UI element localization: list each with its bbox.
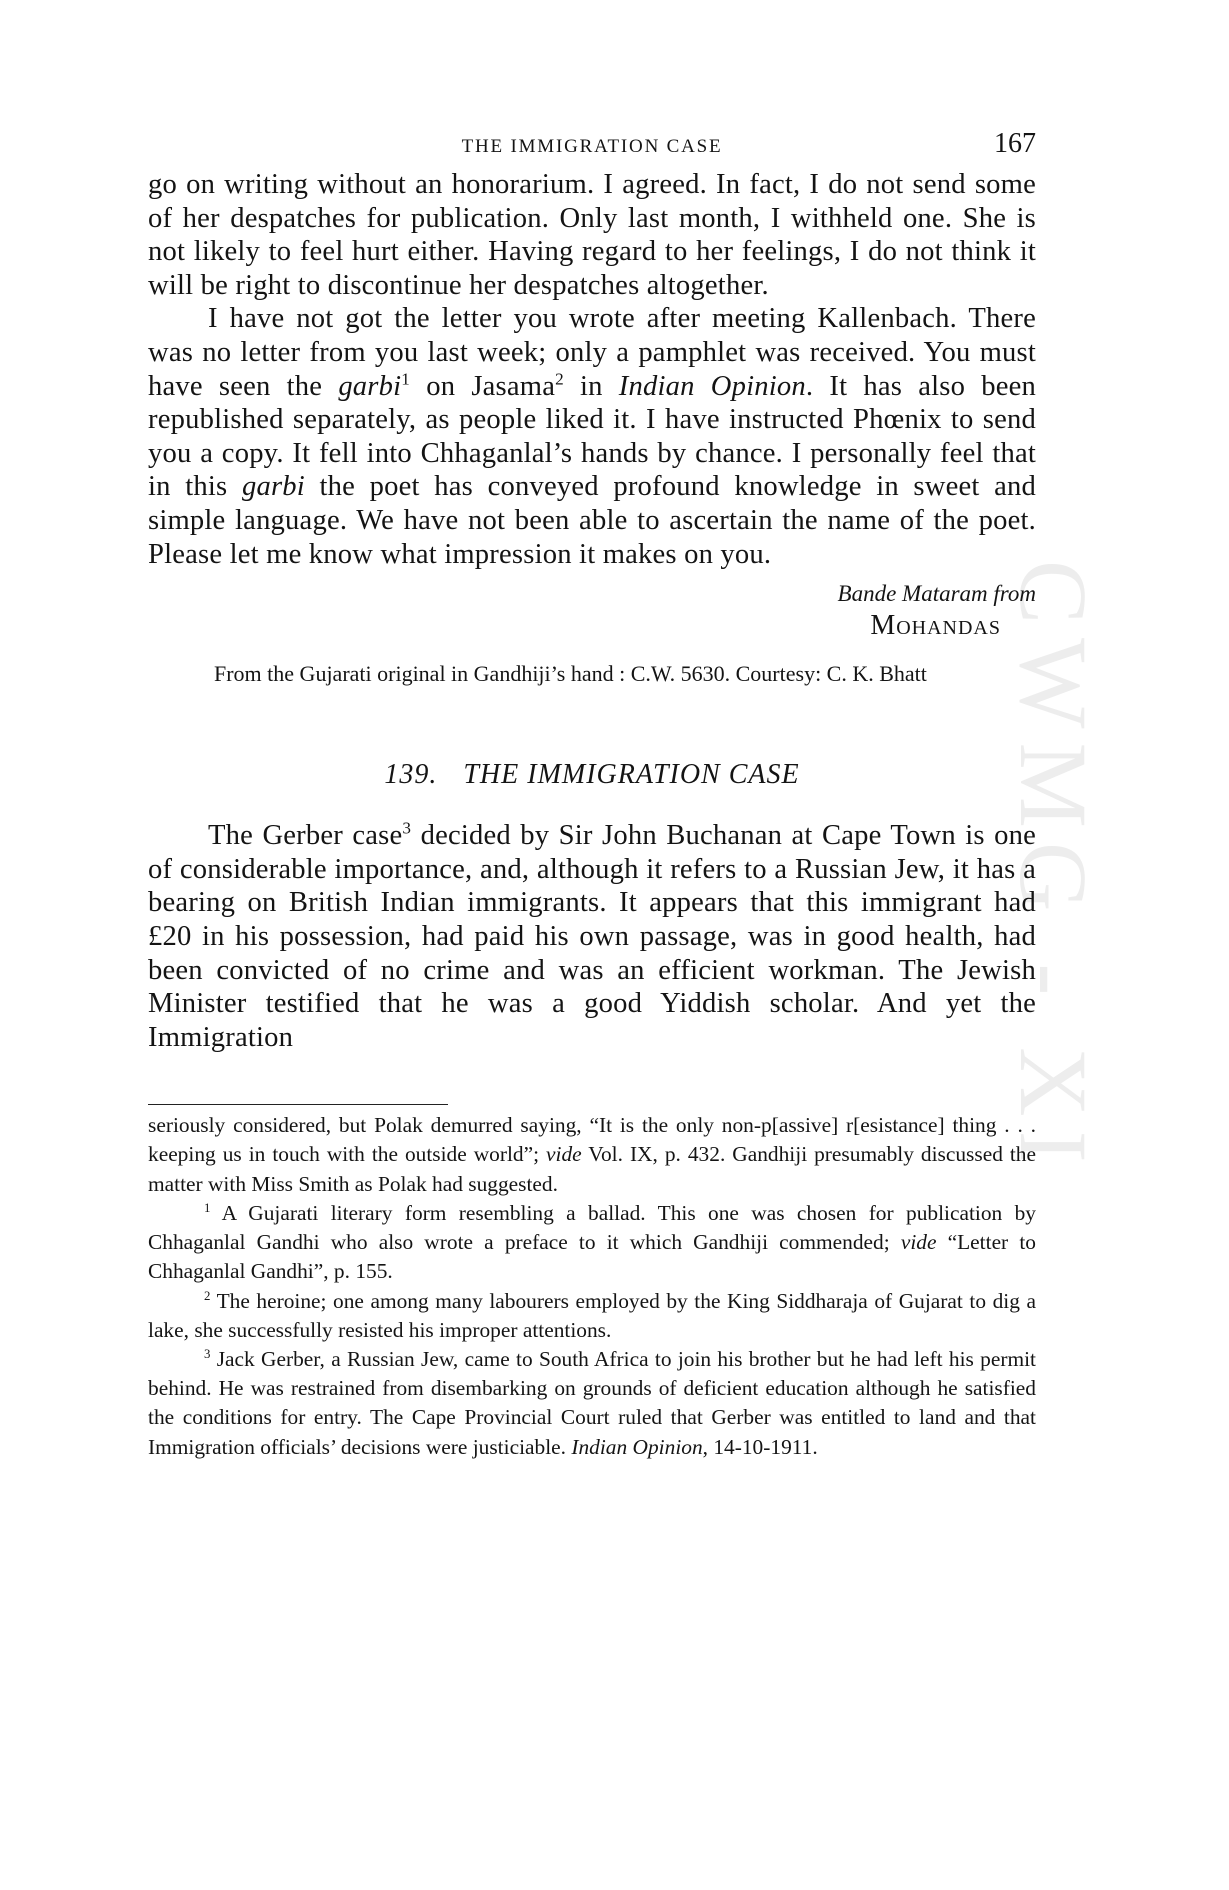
garbi-term: garbi <box>241 471 305 503</box>
footnote-marker: 2 <box>204 1288 211 1303</box>
page-number: 167 <box>994 128 1036 159</box>
running-header <box>148 128 1036 168</box>
section-paragraph: The Gerber case$^3$ decided by Sir John Buchanan at Cape Town is one of considerable importance, and, although it refers to a Russian Jew, it has a bearing on British Indian immigrants. It appears that this immigrant had £20 in his possession, had paid his own passage, was in good health, had been convicted of no crime and was an efficient workman. The Jewish Minister testified that he was a good Yiddish scholar. And yet the Immigration <box>148 818 1036 1053</box>
footnote-marker: 1 <box>204 1200 211 1215</box>
letter-paragraph-2: I have not got the letter you wrote after meeting Kallenbach. There was no letter from you last week; only a pamphlet was received. You must have seen the garbi$^1$ on Jasama$^2$ in Indian Opinion. It has also been republished separately, as people liked it. I have instructed Phœnix to send you a copy. It fell into Chhaganlal’s hands by chance. I personally feel that in this garbi the poet has conveyed profound knowledge in sweet and simple language. We have not been able to ascertain the name of the poet. Please let me know what impression it makes on you. <box>148 303 1037 570</box>
page <box>148 128 1036 1462</box>
letter-paragraph-1: go on writing without an honorarium. I agreed. In fact, I do not send some of her despatches for publication. Only last month, I withheld one. She is not likely to feel hurt either. Having regard to her feelings, I do not think it will be right to discontinue her despatches altogether. <box>148 169 1036 301</box>
footnote-divider <box>148 1104 448 1105</box>
footnote-ref-3: 3 <box>402 818 412 838</box>
footnote-1: $^1$ A Gujarati literary form resembling a ballad. This one was chosen for publication by Chhaganlal Gandhi who also wrote a preface to it which Gandhiji commended; vide “Letter to Chhaganlal Gandhi”, p. 155. <box>148 1200 1036 1284</box>
footnote-marker: 3 <box>204 1346 211 1361</box>
publication-title: Indian Opinion <box>618 370 806 402</box>
sign-off: Bande Mataram from <box>837 581 1036 607</box>
section-number: 139. <box>384 759 438 791</box>
footnote-continued: seriously considered, but Polak demurred saying, “It is the only non-p[assive] r[esistance] thing . . . keeping us in touch with the outside world”; vide Vol. IX, p. 432. Gandhiji presumably discussed the matter with Miss Smith as Polak had suggested. <box>148 1113 1037 1196</box>
footnote-3: $^3$ Jack Gerber, a Russian Jew, came to South Africa to join his brother but he had left his permit behind. He was restrained from disembarking on grounds of deficient education although he satisfied the conditions for entry. The Cape Provincial Court ruled that Gerber was entitled to land and that Immigration officials’ decisions were justiciable. Indian Opinion, 14-10-1911. <box>148 1346 1036 1459</box>
footnote-2: $^2$ The heroine; one among many labourers employed by the King Siddharaja of Gujarat to dig a lake, she successfully resisted his improper attentions. <box>148 1288 1036 1342</box>
garbi-term: garbi <box>338 370 402 402</box>
signature: Mohandas <box>870 610 1001 642</box>
section-heading <box>148 759 1036 791</box>
watermark: CWMG - XI <box>1000 560 1107 1177</box>
footnote-ref-1: 1 <box>401 369 411 389</box>
running-title: THE IMMIGRATION CASE <box>461 136 723 157</box>
footnote-ref-2: 2 <box>555 369 564 389</box>
section-title: THE IMMIGRATION CASE <box>463 759 800 791</box>
source-note: From the Gujarati original in Gandhiji’s hand : C.W. 5630. Courtesy: C. K. Bhatt <box>214 661 927 687</box>
